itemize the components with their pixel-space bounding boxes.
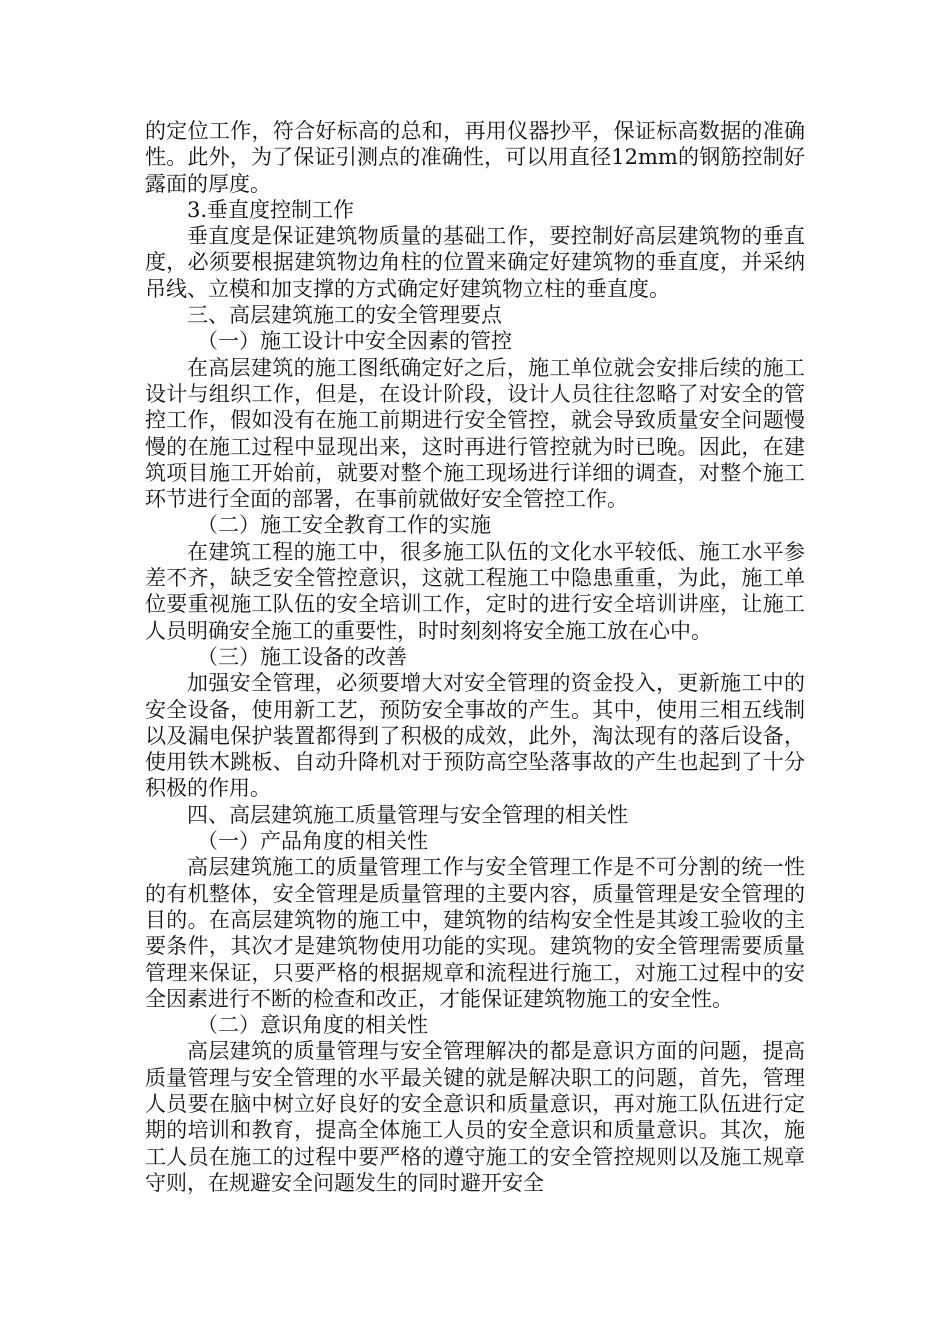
paragraph-awareness-correlation: 高层建筑的质量管理与安全管理解决的都是意识方面的问题，提高质量管理与安全管理的水平最关键的就是解决职工的问题，首先，管理人员要在脑中树立好良好的安全意识和质量意识，再对施工队伍进行定期的培训和教育，提高全体施工人员的安全意识和质量意识。其次，施工人员在施工的过程中要严格的遵守施工的安全管控规则以及施工规章守则，在规避安全问题发生的同时避开安全 xyxy=(145,1039,805,1195)
subheading-awareness-correlation: （二）意识角度的相关性 xyxy=(197,1013,428,1038)
subheading-design-safety-control: （一）施工设计中安全因素的管控 xyxy=(197,329,512,354)
section-heading-verticality-control: 3.垂直度控制工作 xyxy=(187,197,355,222)
section-heading-correlation: 四、高层建筑施工质量管理与安全管理的相关性 xyxy=(187,802,628,827)
paragraph-safety-education: 在建筑工程的施工中，很多施工队伍的文化水平较低、施工水平参差不齐，缺乏安全管控意识，这就工程施工中隐患重重，为此，施工单位要重视施工队伍的安全培训工作，定时的进行安全培训讲座，让施工人员明确安全施工的重要性，时时刻刻将安全施工放在心中。 xyxy=(145,539,805,643)
paragraph-continuation: 的定位工作，符合好标高的总和，再用仪器抄平，保证标高数据的准确性。此外，为了保证引测点的准确性，可以用直径12mm的钢筋控制好露面的厚度。 xyxy=(145,119,805,196)
subheading-safety-education: （二）施工安全教育工作的实施 xyxy=(197,513,491,538)
paragraph-equipment: 加强安全管理，必须要增大对安全管理的资金投入，更新施工中的安全设备，使用新工艺，预防安全事故的产生。其中，使用三相五线制以及漏电保护装置都得到了积极的成效，此外，淘汰现有的落后设备，使用铁木跳板、自动升降机对于预防高空坠落事故的产生也起到了十分积极的作用。 xyxy=(145,671,805,801)
paragraph-design-safety: 在高层建筑的施工图纸确定好之后，施工单位就会安排后续的施工设计与组织工作，但是，在设计阶段，设计人员往往忽略了对安全的管控工作，假如没有在施工前期进行安全管控，就会导致质量安全问题慢慢的在施工过程中显现出来，这时再进行管控就为时已晚。因此，在建筑项目施工开始前，就要对整个施工现场进行详细的调查，对整个施工环节进行全面的部署，在事前就做好安全管控工作。 xyxy=(145,355,805,512)
section-heading-safety-management: 三、高层建筑施工的安全管理要点 xyxy=(187,303,502,328)
paragraph-product-correlation: 高层建筑施工的质量管理工作与安全管理工作是不可分割的统一性的有机整体，安全管理是质量管理的主要内容，质量管理是安全管理的目的。在高层建筑物的施工中，建筑物的结构安全性是其竣工验收的主要条件，其次才是建筑物使用功能的实现。建筑物的安全管理需要质量管理来保证，只要严格的根据规章和流程进行施工，对施工过程中的安全因素进行不断的检查和改正，才能保证建筑物施工的安全性。 xyxy=(145,855,805,1011)
paragraph-verticality: 垂直度是保证建筑物质量的基础工作，要控制好高层建筑物的垂直度，必须要根据建筑物边角柱的位置来确定好建筑物的垂直度，并采纳吊线、立模和加支撑的方式确定好建筑物立柱的垂直度。 xyxy=(145,224,805,301)
subheading-product-correlation: （一）产品角度的相关性 xyxy=(197,829,428,854)
document-page xyxy=(145,118,805,1196)
subheading-equipment-improvement: （三）施工设备的改善 xyxy=(197,644,407,669)
